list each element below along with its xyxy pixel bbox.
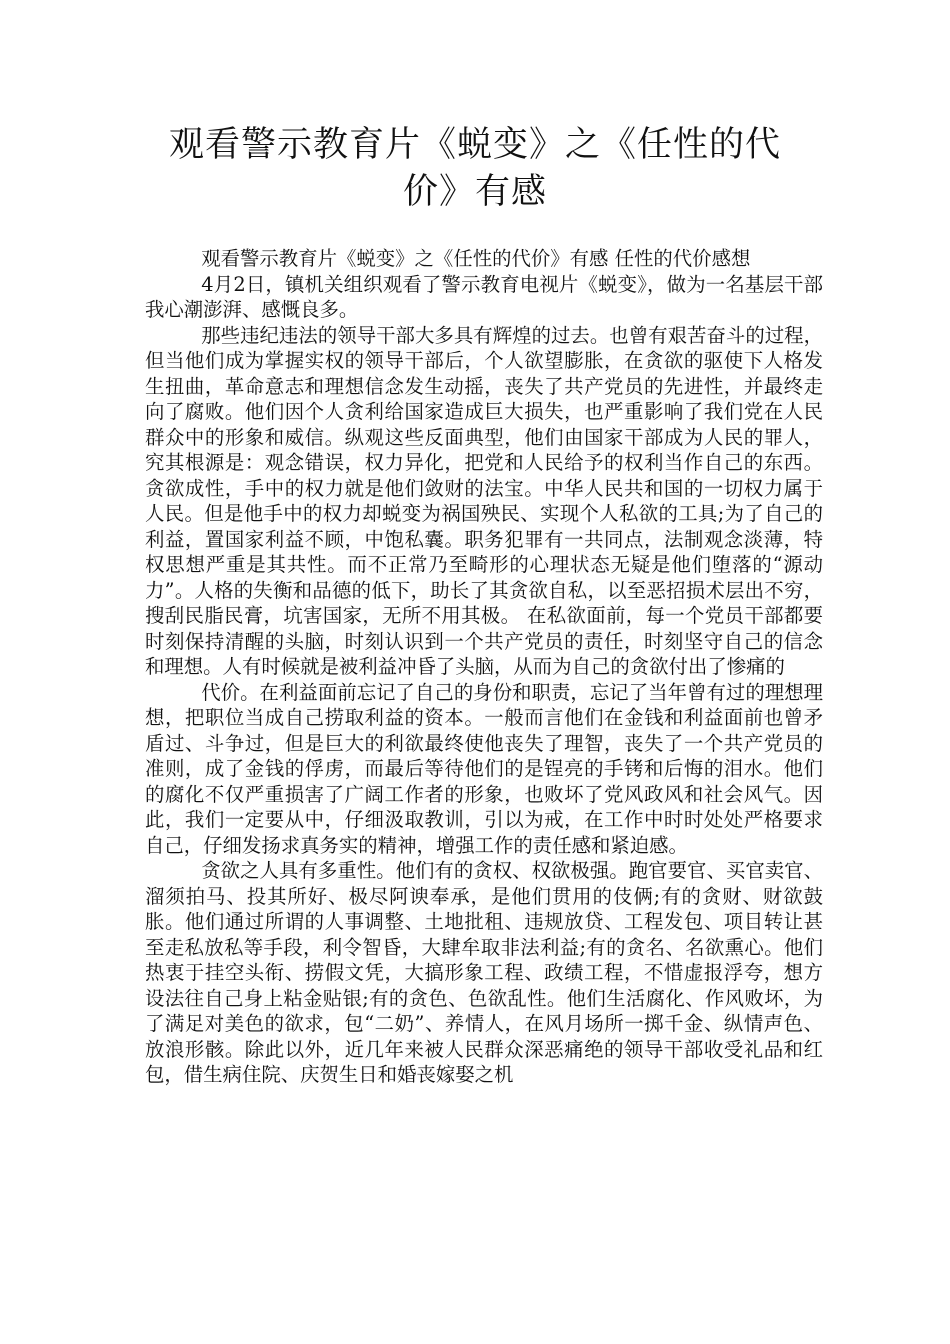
paragraph-analysis: 那些违纪违法的领导干部大多具有辉煌的过去。也曾有艰苦奋斗的过程，但当他们成为掌握实权的领导干部后，个人欲望膨胀，在贪欲的驱使下人格发生扭曲，革命意志和理想信念发生动摇，丧失了共产党员的先进性，并最终走向了腐败。他们因个人贪利给国家造成巨大损失，也严重影响了我们党在人民群众中的形象和威信。纵观这些反面典型，他们由国家干部成为人民的罪人，究其根源是：观念错误，权力异化，把党和人民给予的权利当作自己的东西。贪欲成性，手中的权力就是他们敛财的法宝。中华人民共和国的一切权力属于人民。但是他手中的权力却蜕变为祸国殃民、实现个人私欲的工具;为了自己的利益，置国家利益不顾，中饱私囊。职务犯罪有一共同点，法制观念淡薄，特权思想严重是其共性。而不正常乃至畸形的心理状态无疑是他们堕落的“源动力”。人格的失衡和品德的低下，助长了其贪欲自私，以至恶招损术层出不穷，搜刮民脂民膏，坑害国家，无所不用其极。 在私欲面前，每一个党员干部都要时刻保持清醒的头脑，时刻认识到一个共产党员的责任，时刻坚守自己的信念和理想。人有时候就是被利益冲昏了头脑，从而为自己的贪欲付出了惨痛的 [145, 323, 823, 678]
document-title [145, 122, 805, 216]
paragraph-intro: 4月2日，镇机关组织观看了警示教育电视片《蜕变》，做为一名基层干部我心潮澎湃、感慨良多。 [145, 272, 823, 321]
paragraph-cost: 代价。在利益面前忘记了自己的身份和职责，忘记了当年曾有过的理想理想，把职位当成自己捞取利益的资本。一般而言他们在金钱和利益面前也曾矛盾过、斗争过，但是巨大的利欲最终使他丧失了理智，丧失了一个共产党员的准则，成了金钱的俘虏，而最后等待他们的是锃亮的手铐和后悔的泪水。他们的腐化不仅严重损害了广阔工作者的形象，也败坏了党风政风和社会风气。因此，我们一定要从中，仔细汲取教训，引以为戒，在工作中时时处处严格要求自己，仔细发扬求真务实的精神，增强工作的责任感和紧迫感。 [145, 680, 823, 857]
document-body [145, 246, 823, 1088]
paragraph-greed: 贪欲之人具有多重性。他们有的贪权、权欲极强。跑官要官、买官卖官、溜须拍马、投其所好、极尽阿谀奉承，是他们贯用的伎俩;有的贪财、财欲鼓胀。他们通过所谓的人事调整、土地批租、违规放贷、工程发包、项目转让甚至走私放私等手段，利令智昏，大肆牟取非法利益;有的贪名、名欲熏心。他们热衷于挂空头衔、捞假文凭，大搞形象工程、政绩工程，不惜虚报浮夸，想方设法往自己身上粘金贴银;有的贪色、色欲乱性。他们生活腐化、作风败坏，为了满足对美色的欲求，包“二奶”、养情人，在风月场所一掷千金、纵情声色、放浪形骸。除此以外，近几年来被人民群众深恶痛绝的领导干部收受礼品和红包，借生病住院、庆贺生日和婚丧嫁娶之机 [145, 859, 823, 1086]
title-line-1: 观看警示教育片《蜕变》之《任性的代 [168, 125, 781, 165]
paragraph-subtitle: 观看警示教育片《蜕变》之《任性的代价》有感 任性的代价感想 [201, 247, 751, 270]
title-line-2: 价》有感 [402, 172, 547, 212]
